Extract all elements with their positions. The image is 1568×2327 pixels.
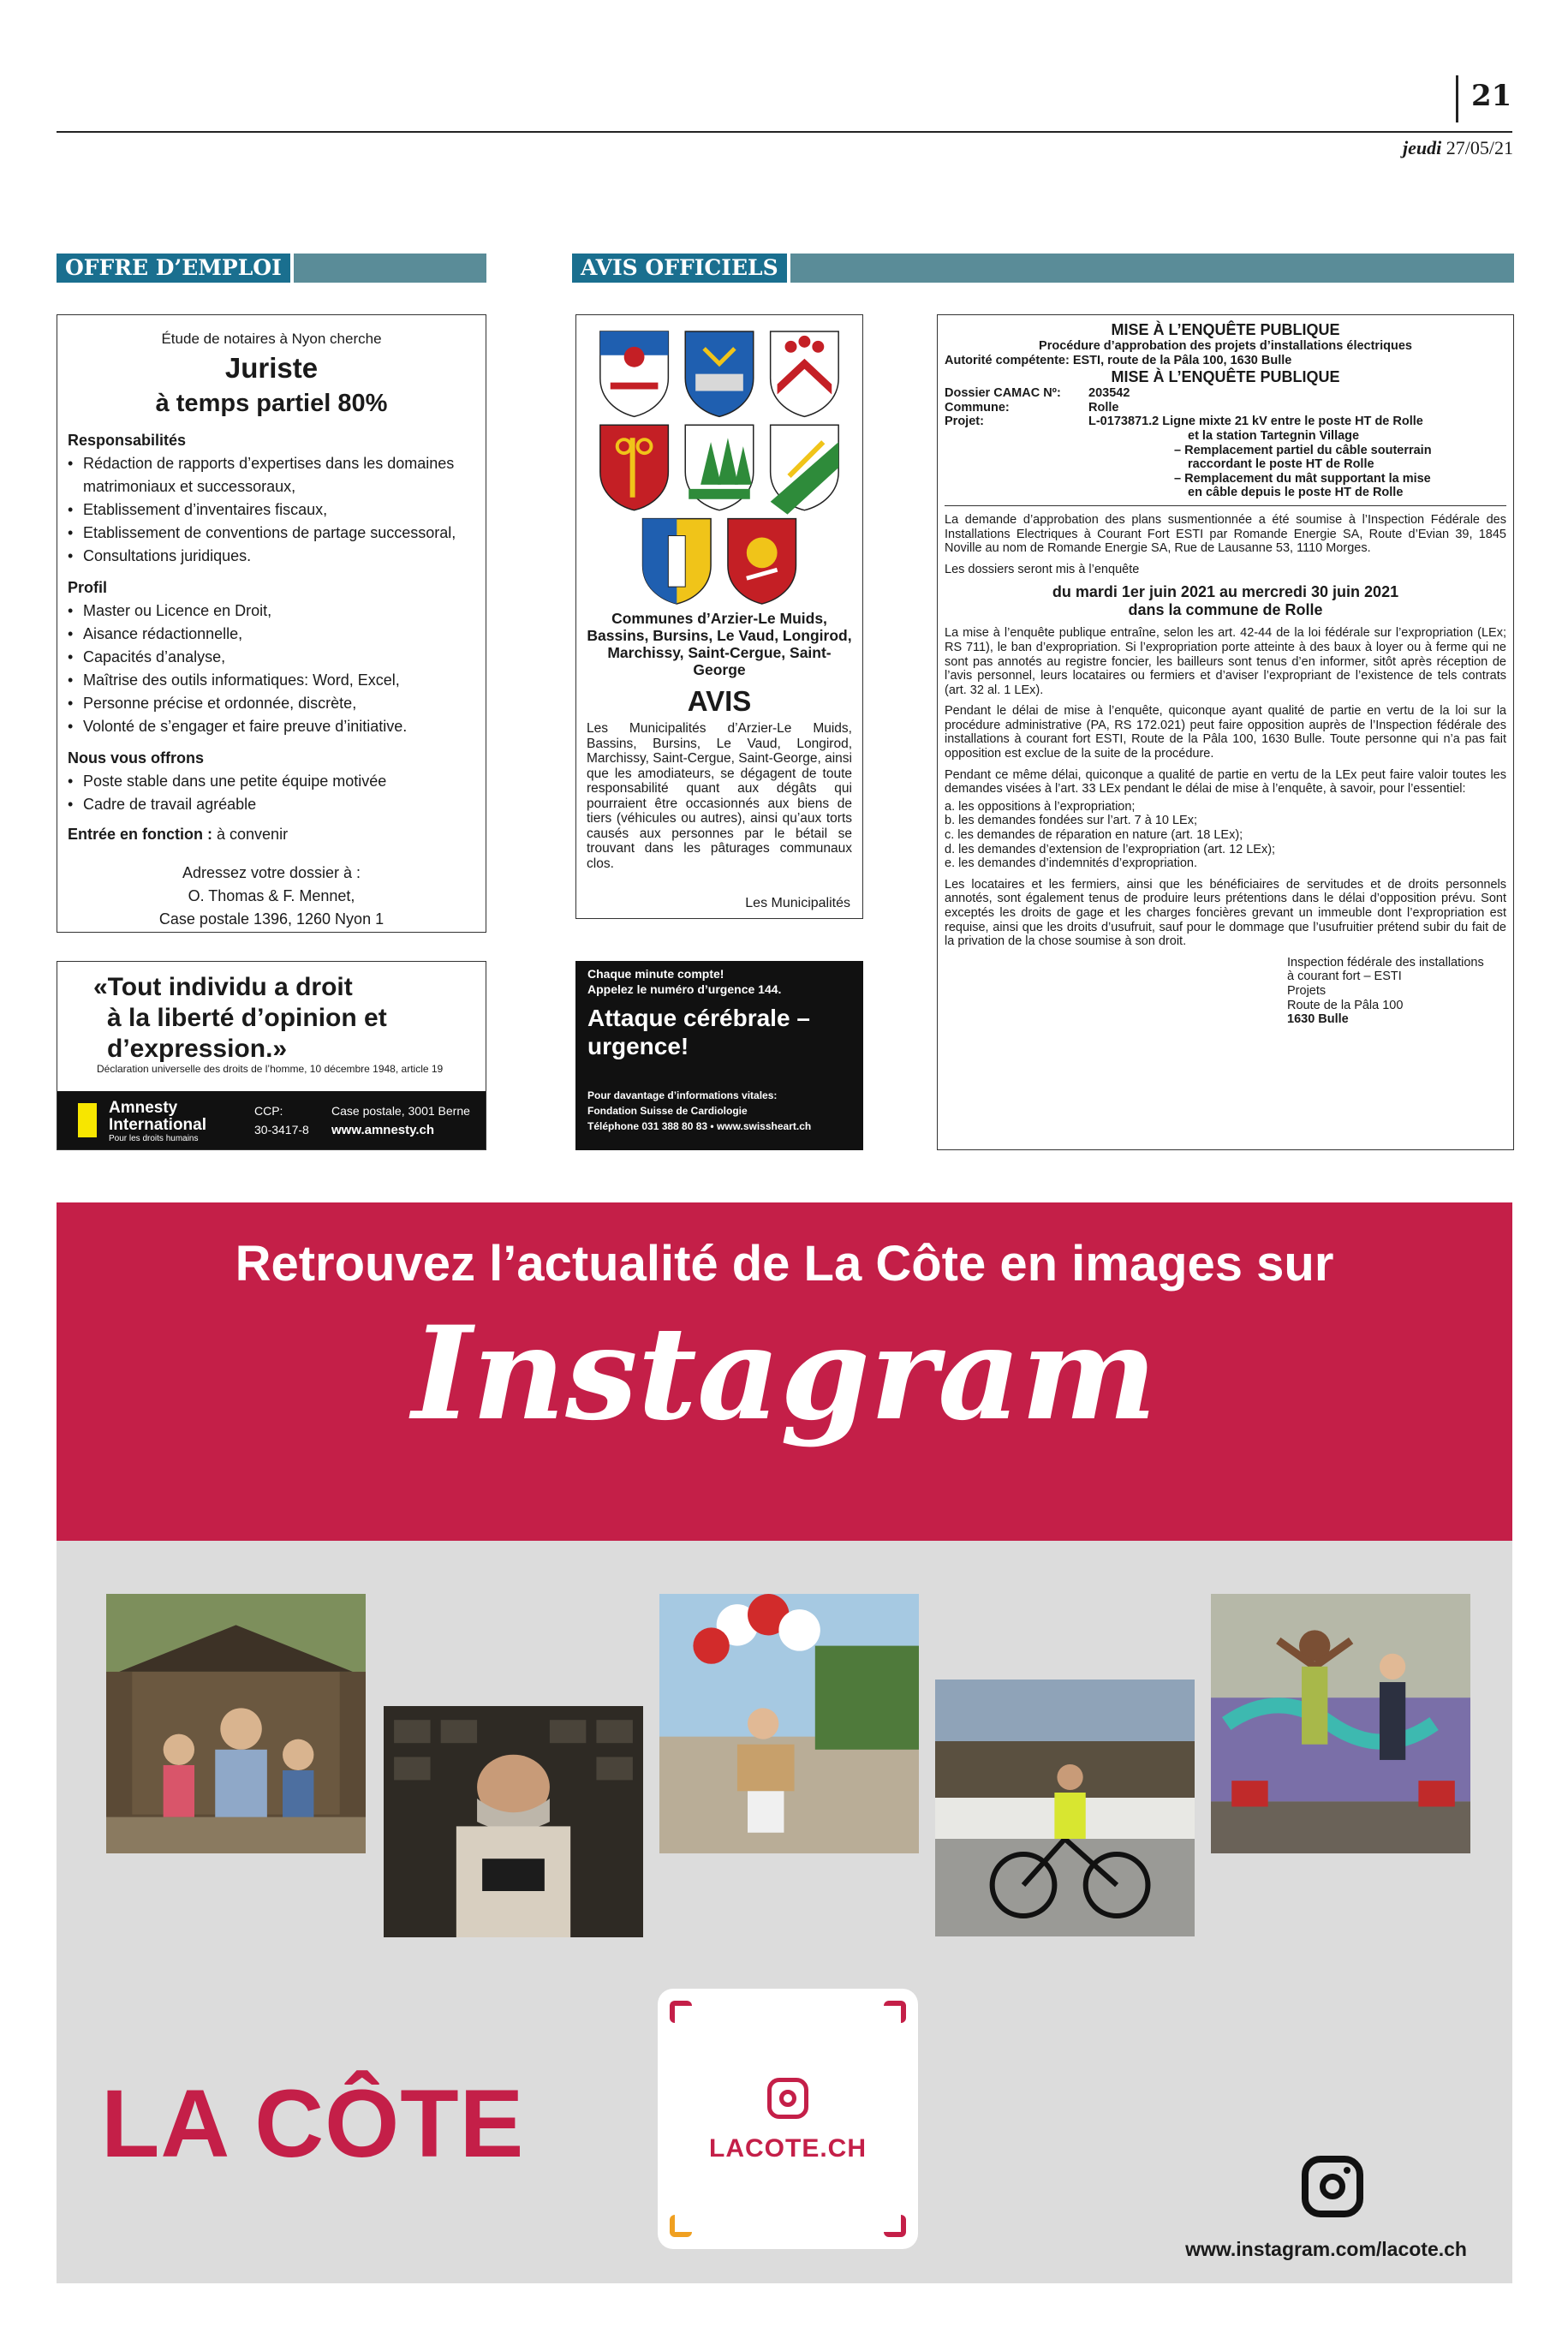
esti-signature: Inspection fédérale des installations à courant fort – ESTI Projets Route de la Pâla 100 1630 Bulle	[1287, 955, 1484, 1027]
heart-footer: Pour davantage d’informations vitales: Fondation Suisse de Cardiologie Téléphone 031 388 80 83 • www.swissheart.ch	[587, 1089, 812, 1132]
esti-projet: L-0173871.2 Ligne mixte 21 kV entre le poste HT de Rolle et la station Tartegnin Village – Remplacement partiel du câble souterrain raccordant le poste HT de Rolle – Remplacement du mât supportant la mise en câble depuis le poste HT de Rolle	[1088, 415, 1432, 500]
crest-marchissy	[771, 425, 839, 514]
job-intro: Étude de notaires à Nyon cherche	[161, 331, 382, 347]
list-item: • Rédaction de rapports d’expertises dans les domaines matrimoniaux et successoraux,	[68, 452, 475, 498]
section-title: AVIS OFFICIELS	[572, 254, 790, 283]
crest-longirod	[685, 425, 754, 510]
esti-divider	[945, 505, 1506, 506]
esti-paragraph: Les locataires et les fermiers, ainsi que les bénéficiaires de servitudes et de droits personnels annotés, sont également tenus de produire leurs prétentions dans le délai d’opposition prévu. Sont exceptés les droits de gage et les charges foncières grevant un immeuble dont l’expropriation est requise, ainsi que les droits d’usufruit, sauf pour le dommage que l’usufruitier prétend subir du fait de la privation de la chose soumise à son droit.	[945, 877, 1506, 949]
heart-line2: Appelez le numéro d’urgence 144.	[587, 982, 782, 996]
avis-title: AVIS	[687, 685, 752, 717]
job-offre-list	[68, 770, 475, 816]
crest-saint-george	[728, 519, 796, 604]
amnesty-ad	[57, 961, 486, 1150]
job-heading-profil: Profil	[68, 579, 108, 596]
job-address: Adressez votre dossier à : O. Thomas & F. Mennet, Case postale 1396, 1260 Nyon 1	[158, 864, 385, 928]
section-bar-avis-officiels	[572, 254, 1514, 283]
photo-dancers-graffiti	[1211, 1594, 1470, 1853]
frame-corner	[670, 2215, 692, 2237]
promo-instagram-word: Instagram	[412, 1298, 1157, 1449]
amnesty-footer	[57, 1091, 486, 1149]
job-title: Juriste	[224, 352, 319, 384]
list-item: • Maîtrise des outils informatiques: Word, Excel,	[68, 669, 475, 692]
job-start: Entrée en fonction : à convenir	[68, 826, 289, 843]
list-item: • Poste stable dans une petite équipe motivée	[68, 770, 475, 793]
esti-paragraph: Pendant le délai de mise à l’enquête, quiconque ayant qualité de partie en vertu de la loi sur la procédure administrative (PA, RS 172.021) peut faire opposition auprès de l’Inspection fédérale des installations à courant fort ESTI, Route de la Pâla 100, 1630 Bulle. Toute personne qui n’a pas fait opposition est exclue de la suite de la procédure.	[945, 704, 1506, 761]
photo-parade-balloons	[659, 1594, 919, 1853]
esti-subheading: Procédure d’approbation des projets d’installations électriques	[1039, 339, 1412, 353]
avis-communes	[575, 314, 863, 919]
coats-of-arms	[576, 322, 862, 613]
list-item: • Master ou Licence en Droit,	[68, 600, 475, 623]
frame-corner	[670, 2001, 692, 2023]
esti-heading-2: MISE À L’ENQUÊTE PUBLIQUE	[1111, 368, 1340, 386]
esti-commune: Commune: Rolle	[945, 400, 1119, 415]
promo-headline: Retrouvez l’actualité de La Côte en images sur	[235, 1236, 1334, 1292]
esti-paragraph: Les dossiers seront mis à l’enquête	[945, 562, 1140, 576]
avis-signature: Les Municipalités	[745, 896, 850, 910]
crest-le-vaud	[600, 425, 669, 510]
avis-communes-list: Communes d’Arzier-Le Muids, Bassins, Bursins, Le Vaud, Longirod, Marchissy, Saint-Cergue, Saint-George	[587, 610, 852, 678]
list-item: c. les demandes de réparation en nature (art. 18 LEx);	[945, 828, 1243, 843]
list-item: • Consultations juridiques.	[68, 545, 475, 568]
frame-corner	[884, 2001, 906, 2023]
list-item: d. les demandes d’extension de l’expropriation (art. 12 LEx);	[945, 842, 1276, 856]
amnesty-citation: Déclaration universelle des droits de l’homme, 10 décembre 1948, article 19	[97, 1063, 444, 1075]
la-cote-logo: LA CÔTE	[101, 2070, 525, 2177]
list-item: e. les demandes d’indemnités d’expropriation.	[945, 856, 1198, 871]
heart-line1: Chaque minute compte!	[587, 967, 724, 981]
crest-bassins	[685, 331, 754, 416]
job-heading-responsabilites: Responsabilités	[68, 432, 187, 449]
esti-paragraph: Pendant ce même délai, quiconque a qualité de partie en vertu de la LEx peut faire valoir toutes les demandes visées à l’art. 33 LEx pendant le délai de mise à l’enquête, à savoir, pour l’essentiel:	[945, 767, 1506, 797]
heart-title: Attaque cérébrale – urgence!	[587, 1005, 810, 1059]
list-item: a. les oppositions à l’expropriation;	[945, 799, 1136, 814]
amnesty-candle-icon	[78, 1103, 97, 1137]
esti-notice	[937, 314, 1514, 1150]
list-item: • Etablissement de conventions de partage successoral,	[68, 522, 475, 545]
amnesty-ccp: CCP: 30-3417-8	[254, 1104, 309, 1137]
amnesty-name: Amnesty International	[109, 1099, 207, 1134]
esti-authority: Autorité compétente: ESTI, route de la Pâla 100, 1630 Bulle	[945, 353, 1292, 367]
photo-camera-collector	[384, 1706, 643, 1937]
esti-heading: MISE À L’ENQUÊTE PUBLIQUE	[1111, 321, 1340, 338]
job-profil-list	[68, 600, 475, 738]
amnesty-tagline: Pour les droits humains	[109, 1134, 199, 1143]
amnesty-contact: Case postale, 3001 Berne www.amnesty.ch	[331, 1104, 470, 1137]
instagram-nametag[interactable]	[658, 1989, 918, 2249]
instagram-url[interactable]: www.instagram.com/lacote.ch	[1185, 2238, 1467, 2260]
swissheart-ad	[575, 961, 863, 1150]
esti-projet-label: Projet:	[945, 415, 984, 429]
job-ad	[57, 314, 486, 933]
nametag-handle: LACOTE.CH	[709, 2134, 867, 2163]
esti-paragraph: La demande d’approbation des plans susmentionnée a été soumise à l’Inspection Fédérale des Installations Electriques à Courant Fort ESTI par Romande Energie SA, Route d’Evian 39, 1845 Noville au nom de Romande Energie SA, Rue de Lausanne 53, 1110 Morges.	[945, 512, 1506, 556]
section-bar-offre-emploi	[57, 254, 486, 283]
job-subtitle: à temps partiel 80%	[155, 390, 388, 417]
esti-dates: du mardi 1er juin 2021 au mercredi 30 juin 2021 dans la commune de Rolle	[1052, 583, 1399, 619]
job-resp-list	[68, 452, 475, 568]
crest-bursins	[771, 331, 839, 416]
photo-cyclist	[935, 1680, 1195, 1936]
header-rule	[57, 131, 1512, 133]
instagram-banner	[57, 1202, 1512, 1541]
list-item: • Volonté de s’engager et faire preuve d’initiative.	[68, 715, 475, 738]
instagram-icon	[767, 2078, 808, 2119]
esti-paragraph: La mise à l’enquête publique entraîne, selon les art. 42-44 de la loi fédérale sur l’expropriation (LEx; RS 711), le ban d’expropriation. Si l’expropriation porte atteinte à des baux à loyer ou à ferme qui ne sont pas annotés au registre foncier, les bailleurs sont tenus d’en informer, sitôt après réception de l’avis personnel, leurs locataires ou fermiers et d’aviser l’expropriant de l’existence de tels contrats (art. 32 al. 1 LEx).	[945, 626, 1506, 697]
avis-body: Les Municipalités d’Arzier-Le Muids, Bassins, Bursins, Le Vaud, Longirod, Marchissy, Saint-Cergue, Saint-George, ainsi que les amodiateurs, se dégagent de toute responsabilité quant aux dégâts qui pourraient être occasionnés aux biens de tiers (véhicules ou autres), ainsi qu’aux torts causés aux personnes par le bétail se trouvant dans les pâturages communaux clos.	[587, 721, 852, 871]
issue-date: jeudi 27/05/21	[1403, 137, 1513, 158]
section-title: OFFRE D’EMPLOI	[57, 254, 294, 283]
crest-arzier	[600, 331, 669, 416]
page-number: 21	[1471, 79, 1512, 113]
list-item: b. les demandes fondées sur l’art. 7 à 10 LEx;	[945, 814, 1198, 828]
photo-family-cabin	[106, 1594, 366, 1853]
list-item: • Capacités d’analyse,	[68, 646, 475, 669]
list-item: • Etablissement d’inventaires fiscaux,	[68, 498, 475, 522]
amnesty-quote: «Tout individu a droit à la liberté d’opinion et d’expression.»	[93, 973, 387, 1063]
job-heading-offre: Nous vous offrons	[68, 749, 205, 767]
header-divider	[1456, 75, 1458, 122]
esti-demands-list	[945, 800, 1506, 871]
esti-dossier: Dossier CAMAC Nº: 203542	[945, 386, 1130, 401]
list-item: • Personne précise et ordonnée, discrète,	[68, 692, 475, 715]
crest-saint-cergue	[643, 519, 712, 604]
frame-corner	[884, 2215, 906, 2237]
list-item: • Cadre de travail agréable	[68, 793, 475, 816]
instagram-icon[interactable]	[1302, 2156, 1363, 2217]
list-item: • Aisance rédactionnelle,	[68, 623, 475, 646]
